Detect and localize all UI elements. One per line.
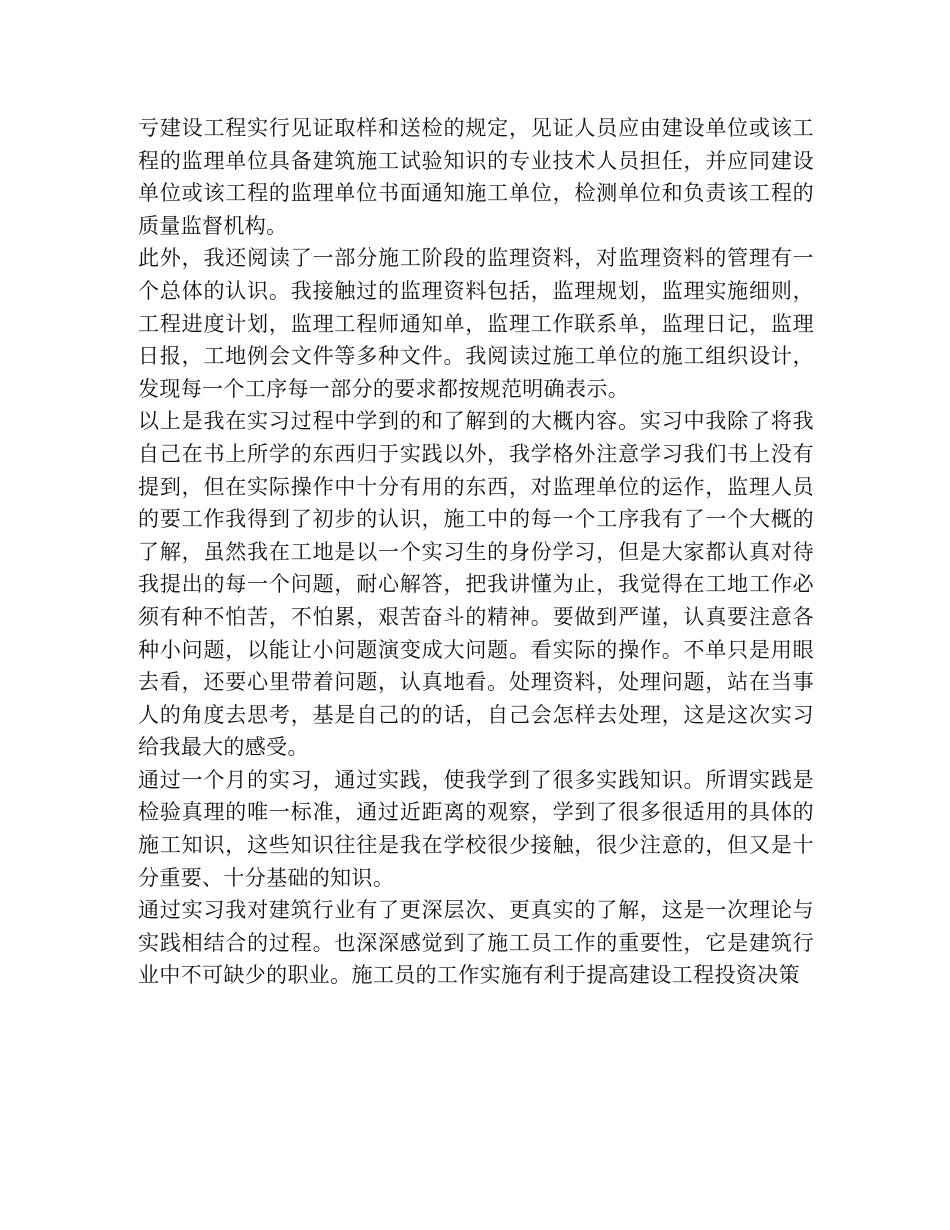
- paragraph-internship-content: 以上是我在实习过程中学到的和了解到的大概内容。实习中我除了将我自己在书上所学的东西归于实践以外，我学格外注意学习我们书上没有提到，但在实际操作中十分有用的东西，对监理单位的运作，监理人员的要工作我得到了初步的认识，施工中的每一个工序我有了一个大概的了解，虽然我在工地是以一个实习生的身份学习，但是大家都认真对待我提出的每一个问题，耐心解答，把我讲懂为止，我觉得在工地工作必须有种不怕苦，不怕累，艰苦奋斗的精神。要做到严谨，认真要注意各种小问题，以能让小问题演变成大问题。看实际的操作。不单只是用眼去看，还要心里带着问题，认真地看。处理资料，处理问题，站在当事人的角度去思考，基是自己的的话，自己会怎样去处理，这是这次实习给我最大的感受。: [138, 409, 814, 760]
- paragraph-practice-knowledge: 通过一个月的实习，通过实践，使我学到了很多实践知识。所谓实践是检验真理的唯一标准，通过近距离的观察，学到了很多很适用的具体的施工知识，这些知识往往是我在学校很少接触，很少注意的，但又是十分重要、十分基础的知识。: [138, 767, 814, 890]
- document-page: [138, 112, 814, 992]
- paragraph-industry-understanding: 通过实习我对建筑行业有了更深层次、更真实的了解，这是一次理论与实践相结合的过程。也深深感觉到了施工员工作的重要性，它是建筑行业中不可缺少的职业。施工员的工作实施有利于提高建设工程投资决策: [138, 898, 814, 988]
- paragraph-sampling-rules: 亏建设工程实行见证取样和送检的规定，见证人员应由建设单位或该工程的监理单位具备建筑施工试验知识的专业技术人员担任，并应同建设单位或该工程的监理单位书面通知施工单位，检测单位和负责该工程的质量监督机构。: [138, 116, 814, 238]
- paragraph-supervision-documents: 此外，我还阅读了一部分施工阶段的监理资料，对监理资料的管理有一个总体的认识。我接触过的监理资料包括，监理规划，监理实施细则，工程进度计划，监理工程师通知单，监理工作联系单，监理日记，监理日报，工地例会文件等多种文件。我阅读过施工单位的施工组织设计，发现每一个工序每一部分的要求都按规范明确表示。: [138, 246, 814, 401]
